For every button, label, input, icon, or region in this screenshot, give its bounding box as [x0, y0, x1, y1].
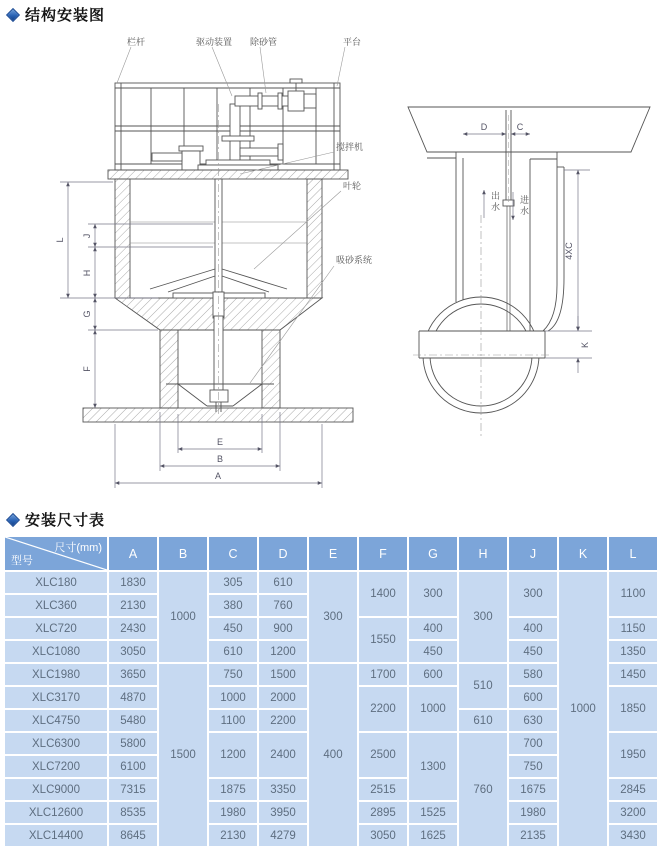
model-cell: XLC7200 [4, 755, 108, 778]
value-cell: 400 [508, 617, 558, 640]
value-cell: 400 [308, 663, 358, 847]
value-cell: 2400 [258, 732, 308, 778]
value-cell: 1150 [608, 617, 658, 640]
value-cell: 1550 [358, 617, 408, 663]
value-cell: 450 [208, 617, 258, 640]
model-cell: XLC6300 [4, 732, 108, 755]
value-cell: 610 [208, 640, 258, 663]
value-cell: 1300 [408, 732, 458, 801]
value-cell: 2135 [508, 824, 558, 847]
value-cell: 1675 [508, 778, 558, 801]
value-cell: 900 [258, 617, 308, 640]
model-cell: XLC12600 [4, 801, 108, 824]
value-cell: 1950 [608, 732, 658, 778]
column-header-E: E [308, 536, 358, 571]
dim-label-J: J [82, 233, 92, 239]
callout-sand-removal-pipe: 除砂管 [250, 37, 278, 47]
callout-platform: 平台 [343, 37, 362, 47]
dim-label-K: K [580, 341, 590, 349]
table-row [4, 571, 658, 594]
value-cell: 1500 [158, 663, 208, 847]
value-cell: 1100 [208, 709, 258, 732]
column-header-J: J [508, 536, 558, 571]
value-cell: 510 [458, 663, 508, 709]
value-cell: 1000 [208, 686, 258, 709]
value-cell: 2130 [208, 824, 258, 847]
value-cell: 300 [408, 571, 458, 617]
platform-floor [108, 170, 348, 179]
value-cell: 3430 [608, 824, 658, 847]
value-cell: 305 [208, 571, 258, 594]
value-cell: 300 [458, 571, 508, 663]
section-title-text: 结构安装图 [25, 7, 106, 24]
column-header-F: F [358, 536, 408, 571]
table-corner-cell [4, 536, 108, 571]
value-cell: 2500 [358, 732, 408, 778]
value-cell: 610 [258, 571, 308, 594]
diamond-bullet-icon [6, 7, 20, 21]
side-pipe-view [408, 107, 650, 438]
section-title-structure [8, 4, 105, 25]
value-cell: 6100 [108, 755, 158, 778]
dim-label-F: F [82, 366, 92, 372]
value-cell: 5480 [108, 709, 158, 732]
value-cell: 1400 [358, 571, 408, 617]
model-cell: XLC4750 [4, 709, 108, 732]
model-cell: XLC180 [4, 571, 108, 594]
inlet-water-label: 进水 [519, 195, 529, 217]
value-cell: 300 [308, 571, 358, 663]
value-cell: 450 [508, 640, 558, 663]
value-cell: 2515 [358, 778, 408, 801]
dim-label-E: E [216, 437, 224, 447]
dim-label-L: L [55, 237, 65, 243]
column-header-L: L [608, 536, 658, 571]
corner-unit-label: 尺寸(mm) [54, 542, 102, 554]
value-cell: 3200 [608, 801, 658, 824]
value-cell: 2000 [258, 686, 308, 709]
model-cell: XLC720 [4, 617, 108, 640]
table-header-row [4, 536, 658, 571]
corner-model-label: 型号 [11, 555, 33, 567]
model-cell: XLC3170 [4, 686, 108, 709]
column-header-B: B [158, 536, 208, 571]
model-cell: XLC360 [4, 594, 108, 617]
side-view-dimension-labels [481, 122, 590, 348]
value-cell: 2845 [608, 778, 658, 801]
section-title-text: 安装尺寸表 [25, 512, 106, 529]
value-cell: 2130 [108, 594, 158, 617]
value-cell: 1525 [408, 801, 458, 824]
model-cell: XLC9000 [4, 778, 108, 801]
value-cell: 3050 [108, 640, 158, 663]
value-cell: 8535 [108, 801, 158, 824]
model-cell: XLC1980 [4, 663, 108, 686]
dim-label-A: A [214, 471, 222, 481]
model-cell: XLC14400 [4, 824, 108, 847]
diamond-bullet-icon [6, 512, 20, 526]
value-cell: 1100 [608, 571, 658, 617]
value-cell: 760 [258, 594, 308, 617]
dim-label-4XC: 4XC [564, 242, 574, 260]
value-cell: 2895 [358, 801, 408, 824]
value-cell: 3050 [358, 824, 408, 847]
value-cell: 7315 [108, 778, 158, 801]
dim-label-B: B [216, 454, 224, 464]
value-cell: 1875 [208, 778, 258, 801]
dim-label-C: C [516, 122, 524, 132]
value-cell: 1000 [558, 571, 608, 847]
dim-label-H: H [82, 269, 92, 277]
value-cell: 580 [508, 663, 558, 686]
column-header-H: H [458, 536, 508, 571]
value-cell: 1200 [258, 640, 308, 663]
value-cell: 630 [508, 709, 558, 732]
value-cell: 400 [408, 617, 458, 640]
value-cell: 5800 [108, 732, 158, 755]
value-cell: 3950 [258, 801, 308, 824]
value-cell: 1830 [108, 571, 158, 594]
value-cell: 600 [508, 686, 558, 709]
value-cell: 4870 [108, 686, 158, 709]
model-cell: XLC1080 [4, 640, 108, 663]
front-view-dimensions [60, 182, 322, 488]
column-header-A: A [108, 536, 158, 571]
drive-and-piping [152, 79, 316, 170]
column-header-C: C [208, 536, 258, 571]
value-cell: 760 [458, 732, 508, 847]
value-cell: 750 [208, 663, 258, 686]
value-cell: 1000 [408, 686, 458, 732]
value-cell: 450 [408, 640, 458, 663]
callout-drive-unit: 驱动装置 [196, 37, 233, 47]
value-cell: 2200 [358, 686, 408, 732]
value-cell: 2200 [258, 709, 308, 732]
column-header-K: K [558, 536, 608, 571]
front-view-dimension-labels [55, 234, 223, 481]
callout-impeller: 叶轮 [343, 181, 362, 191]
value-cell: 1350 [608, 640, 658, 663]
value-cell: 1850 [608, 686, 658, 732]
value-cell: 600 [408, 663, 458, 686]
value-cell: 2430 [108, 617, 158, 640]
value-cell: 4279 [258, 824, 308, 847]
section-title-dimensions [8, 509, 105, 530]
dimension-table [3, 535, 659, 848]
value-cell: 3650 [108, 663, 158, 686]
callout-mixer: 搅拌机 [336, 142, 364, 152]
value-cell: 1980 [508, 801, 558, 824]
column-header-G: G [408, 536, 458, 571]
value-cell: 1450 [608, 663, 658, 686]
value-cell: 8645 [108, 824, 158, 847]
outlet-water-label: 出水 [490, 191, 500, 213]
table-body [4, 571, 658, 847]
value-cell: 380 [208, 594, 258, 617]
base-slab [83, 408, 353, 422]
value-cell: 3350 [258, 778, 308, 801]
value-cell: 300 [508, 571, 558, 617]
front-section-view [83, 79, 353, 422]
value-cell: 1200 [208, 732, 258, 778]
dim-label-D: D [480, 122, 488, 132]
value-cell: 1980 [208, 801, 258, 824]
value-cell: 1700 [358, 663, 408, 686]
value-cell: 750 [508, 755, 558, 778]
column-header-D: D [258, 536, 308, 571]
callout-railing: 栏杆 [127, 37, 146, 47]
dim-label-G: G [82, 310, 92, 318]
value-cell: 610 [458, 709, 508, 732]
value-cell: 1625 [408, 824, 458, 847]
value-cell: 1000 [158, 571, 208, 663]
value-cell: 700 [508, 732, 558, 755]
value-cell: 1500 [258, 663, 308, 686]
callout-sand-suction-system: 吸砂系统 [336, 255, 373, 265]
